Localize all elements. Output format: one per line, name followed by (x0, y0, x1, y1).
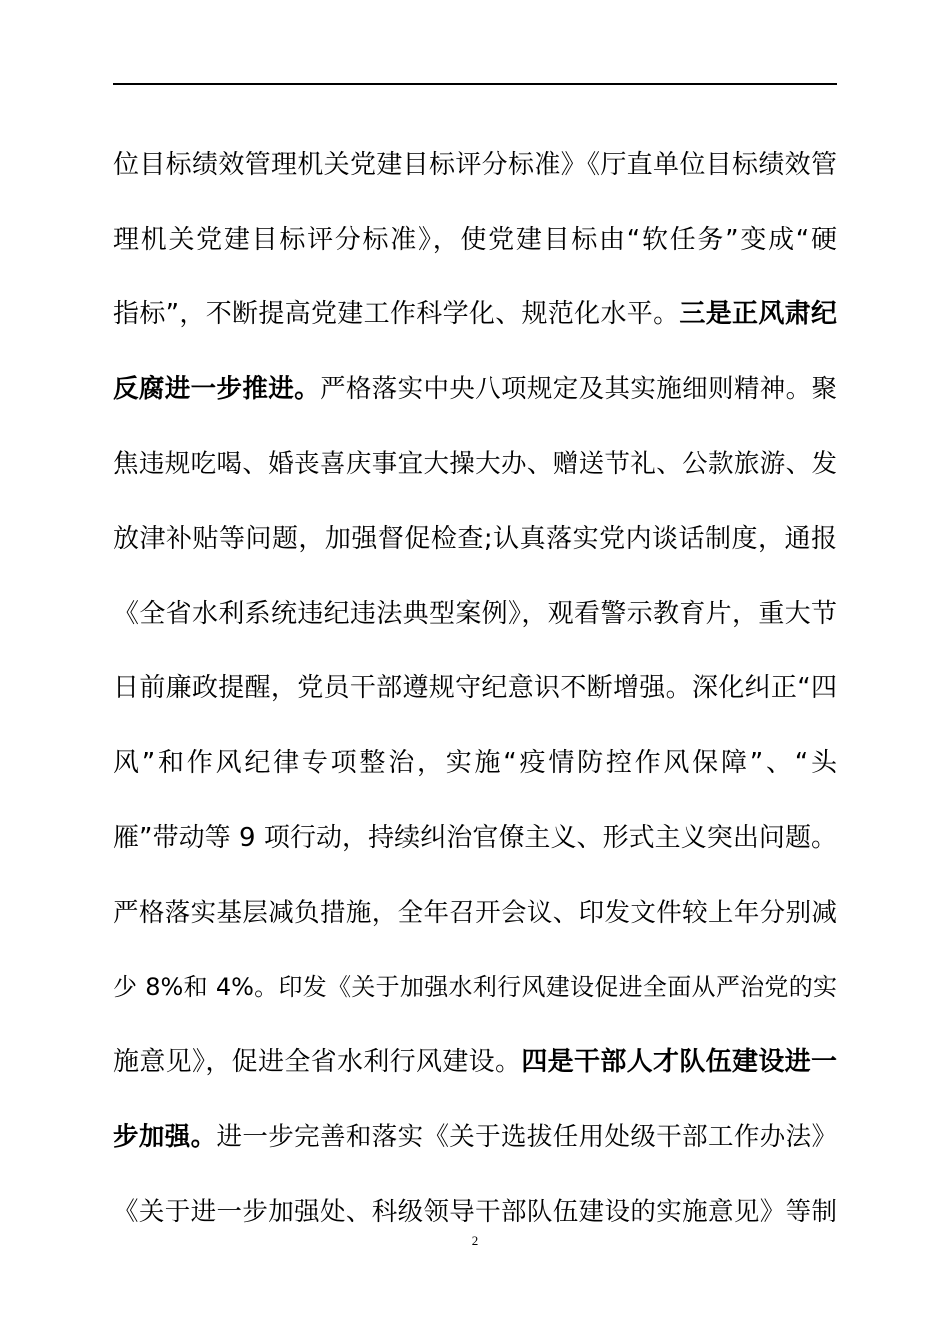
text-segment: 少 8%和 4%。印发《关于加强水利行风建设促进全面从严治党的实 (113, 973, 837, 1001)
bold-heading-segment: 步加强。 (113, 1122, 217, 1152)
text-line-4 (113, 371, 837, 407)
page-number: 2 (471, 1233, 479, 1248)
bold-heading-segment: 四是干部人才队伍建设进一 (521, 1047, 837, 1077)
text-line-3 (113, 296, 837, 332)
text-line-6 (113, 521, 837, 557)
text-segment: 日前廉政提醒，党员干部遵规守纪意识不断增强。深化纠正“四 (113, 673, 837, 703)
text-line-14 (113, 1119, 837, 1155)
text-segment: 理机关党建目标评分标准》，使党建目标由“软任务”变成“硬 (113, 225, 837, 255)
text-line-11 (113, 895, 837, 931)
text-line-12 (113, 969, 837, 1005)
text-line-8 (113, 670, 837, 706)
text-segment: 雁”带动等 9 项行动，持续纠治官僚主义、形式主义突出问题。 (113, 823, 837, 853)
text-line-13 (113, 1044, 837, 1080)
text-line-15 (113, 1194, 837, 1230)
text-segment: 风”和作风纪律专项整治，实施“疫情防控作风保障”、“头 (113, 748, 837, 778)
text-line-5 (113, 446, 837, 482)
bold-heading-segment: 反腐进一步推进。 (113, 374, 320, 404)
text-line-1 (113, 147, 837, 183)
text-segment: 放津补贴等问题，加强督促检查;认真落实党内谈话制度，通报 (113, 524, 837, 554)
text-segment: 焦违规吃喝、婚丧喜庆事宜大操大办、赠送节礼、公款旅游、发 (113, 449, 837, 479)
text-line-7 (113, 596, 837, 632)
text-segment: 《关于进一步加强处、科级领导干部队伍建设的实施意见》等制 (113, 1197, 837, 1227)
text-line-9 (113, 745, 837, 781)
text-line-10 (113, 820, 837, 856)
text-segment: 《全省水利系统违纪违法典型案例》，观看警示教育片，重大节 (113, 599, 837, 629)
header-rule (113, 83, 837, 85)
text-segment: 位目标绩效管理机关党建目标评分标准》《厅直单位目标绩效管 (113, 150, 837, 180)
text-segment: 严格落实基层减负措施，全年召开会议、印发文件较上年分别减 (113, 898, 837, 928)
text-segment: 指标”，不断提高党建工作科学化、规范化水平。 (113, 299, 680, 329)
bold-heading-segment: 三是正风肃纪 (679, 299, 837, 329)
text-segment: 进一步完善和落实《关于选拔任用处级干部工作办法》 (216, 1122, 837, 1152)
text-segment: 施意见》，促进全省水利行风建设。 (113, 1047, 522, 1077)
text-line-2 (113, 222, 837, 258)
text-segment: 严格落实中央八项规定及其实施细则精神。聚 (319, 374, 837, 404)
